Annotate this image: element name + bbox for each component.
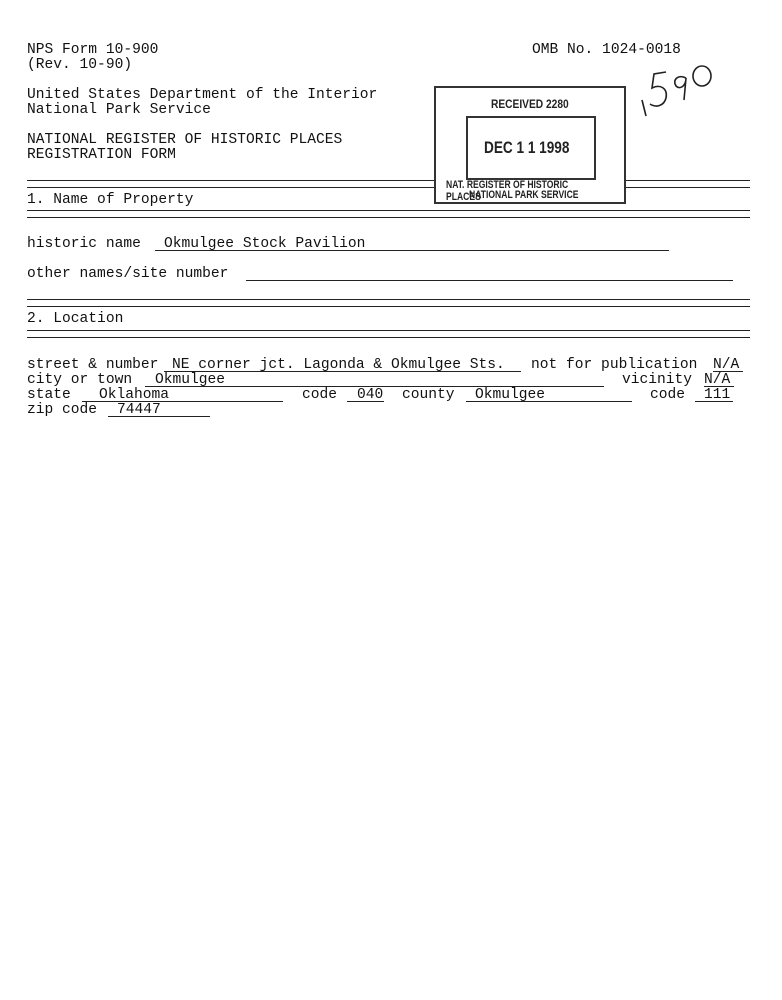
- zip-value: 74447: [117, 402, 161, 418]
- section-divider: [27, 180, 750, 188]
- nfp-value: N/A: [713, 357, 740, 373]
- section-2-heading: 2. Location: [27, 311, 124, 327]
- street-value: NE corner jct. Lagonda & Okmulgee Sts.: [172, 357, 505, 373]
- county-code-label: code: [650, 387, 686, 403]
- nfp-label: not for publication: [531, 357, 698, 373]
- vicinity-label: vicinity: [622, 372, 693, 388]
- historic-name-value: Okmulgee Stock Pavilion: [164, 236, 366, 252]
- section-1-heading: 1. Name of Property: [27, 192, 194, 208]
- form-subtitle: REGISTRATION FORM: [27, 147, 176, 163]
- city-label: city or town: [27, 372, 133, 388]
- omb-number: OMB No. 1024-0018: [532, 42, 681, 58]
- section-divider: [27, 330, 750, 338]
- form-title: NATIONAL REGISTER OF HISTORIC PLACES: [27, 132, 343, 148]
- received-stamp: [434, 86, 626, 204]
- county-label: county: [402, 387, 455, 403]
- historic-name-label: historic name: [27, 236, 141, 252]
- county-value: Okmulgee: [475, 387, 546, 403]
- stamp-service: NATIONAL PARK SERVICE: [469, 189, 579, 201]
- service-name: National Park Service: [27, 102, 211, 118]
- state-code-label: code: [302, 387, 338, 403]
- state-value: Oklahoma: [99, 387, 170, 403]
- form-number: NPS Form 10-900: [27, 42, 159, 58]
- county-code-value: 111: [704, 387, 731, 403]
- handwritten-number: [636, 58, 716, 122]
- section-divider: [27, 210, 750, 218]
- stamp-date: DEC 1 1 1998: [484, 138, 570, 157]
- form-revision: (Rev. 10-90): [27, 57, 133, 73]
- state-label: state: [27, 387, 71, 403]
- other-names-label: other names/site number: [27, 266, 229, 282]
- stamp-register: NAT. REGISTER OF HISTORIC PLACES: [446, 179, 569, 203]
- city-value: Okmulgee: [155, 372, 226, 388]
- state-code-value: 040: [357, 387, 384, 403]
- section-divider: [27, 299, 750, 307]
- street-label: street & number: [27, 357, 159, 373]
- vicinity-value: N/A: [704, 372, 731, 388]
- stamp-received: RECEIVED 2280: [491, 97, 569, 111]
- zip-label: zip code: [27, 402, 98, 418]
- department-name: United States Department of the Interior: [27, 87, 378, 103]
- other-names-line: [246, 280, 733, 281]
